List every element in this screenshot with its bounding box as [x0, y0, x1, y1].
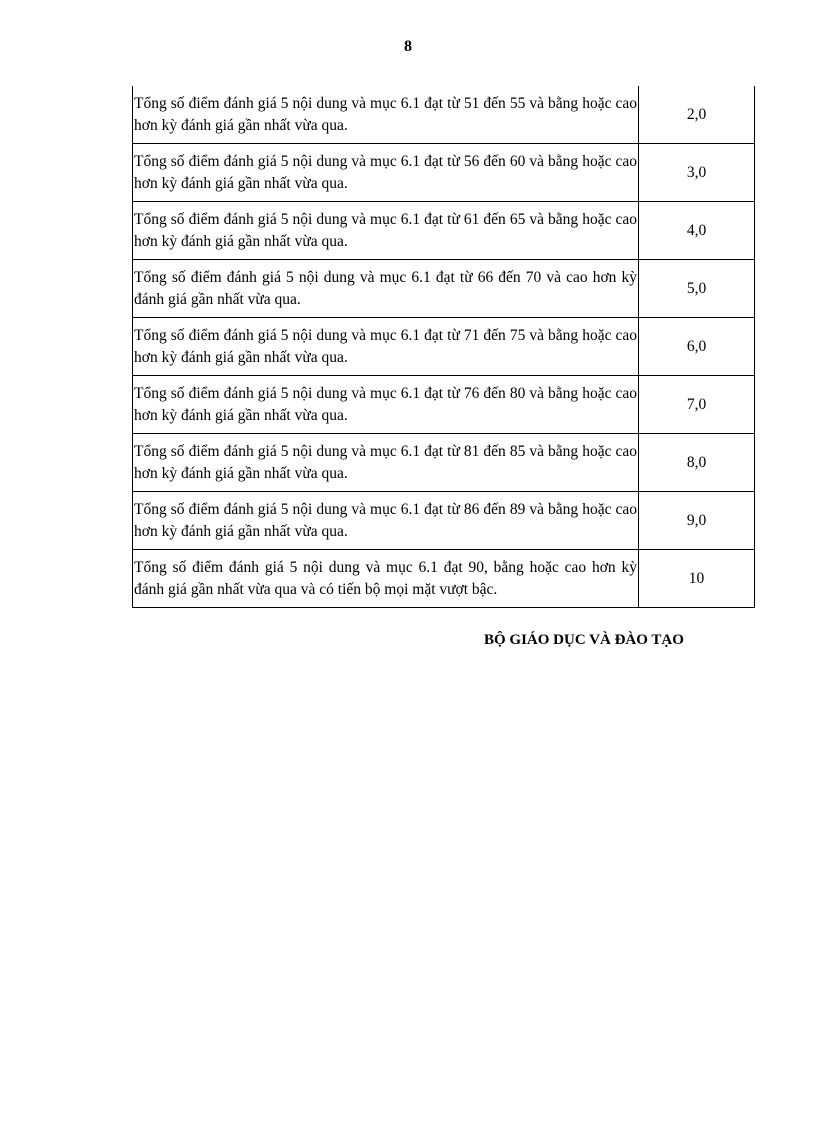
- page-number: 8: [404, 38, 412, 55]
- table-row: [133, 144, 755, 202]
- criteria-cell: Tổng số điểm đánh giá 5 nội dung và mục 6.1 đạt từ 76 đến 80 và bằng hoặc cao hơn kỳ đánh giá gần nhất vừa qua.: [133, 376, 639, 434]
- points-cell: 9,0: [639, 492, 755, 550]
- criteria-cell: Tổng số điểm đánh giá 5 nội dung và mục 6.1 đạt 90, bằng hoặc cao hơn kỳ đánh giá gần nhất vừa qua và có tiến bộ mọi mặt vượt bậc.: [133, 550, 639, 608]
- points-cell: 10: [639, 550, 755, 608]
- criteria-cell: Tổng số điểm đánh giá 5 nội dung và mục 6.1 đạt từ 61 đến 65 và bằng hoặc cao hơn kỳ đánh giá gần nhất vừa qua.: [133, 202, 639, 260]
- points-cell: 8,0: [639, 434, 755, 492]
- table-row: [133, 260, 755, 318]
- criteria-cell: Tổng số điểm đánh giá 5 nội dung và mục 6.1 đạt từ 56 đến 60 và bằng hoặc cao hơn kỳ đánh giá gần nhất vừa qua.: [133, 144, 639, 202]
- points-cell: 5,0: [639, 260, 755, 318]
- table-row: [133, 86, 755, 144]
- criteria-cell: Tổng số điểm đánh giá 5 nội dung và mục 6.1 đạt từ 86 đến 89 và bằng hoặc cao hơn kỳ đánh giá gần nhất vừa qua.: [133, 492, 639, 550]
- criteria-cell: Tổng số điểm đánh giá 5 nội dung và mục 6.1 đạt từ 51 đến 55 và bằng hoặc cao hơn kỳ đánh giá gần nhất vừa qua.: [133, 86, 639, 144]
- points-cell: 7,0: [639, 376, 755, 434]
- points-cell: 2,0: [639, 86, 755, 144]
- criteria-cell: Tổng số điểm đánh giá 5 nội dung và mục 6.1 đạt từ 81 đến 85 và bằng hoặc cao hơn kỳ đánh giá gần nhất vừa qua.: [133, 434, 639, 492]
- score-table: [132, 86, 755, 608]
- table-row: [133, 202, 755, 260]
- table-row: [133, 376, 755, 434]
- table-row: [133, 492, 755, 550]
- table-row: [133, 434, 755, 492]
- points-cell: 3,0: [639, 144, 755, 202]
- points-cell: 4,0: [639, 202, 755, 260]
- table-row: [133, 318, 755, 376]
- criteria-cell: Tổng số điểm đánh giá 5 nội dung và mục 6.1 đạt từ 71 đến 75 và bằng hoặc cao hơn kỳ đánh giá gần nhất vừa qua.: [133, 318, 639, 376]
- table-row: [133, 550, 755, 608]
- issuing-organization: BỘ GIÁO DỤC VÀ ĐÀO TẠO: [484, 632, 684, 648]
- criteria-cell: Tổng số điểm đánh giá 5 nội dung và mục 6.1 đạt từ 66 đến 70 và cao hơn kỳ đánh giá gần nhất vừa qua.: [133, 260, 639, 318]
- points-cell: 6,0: [639, 318, 755, 376]
